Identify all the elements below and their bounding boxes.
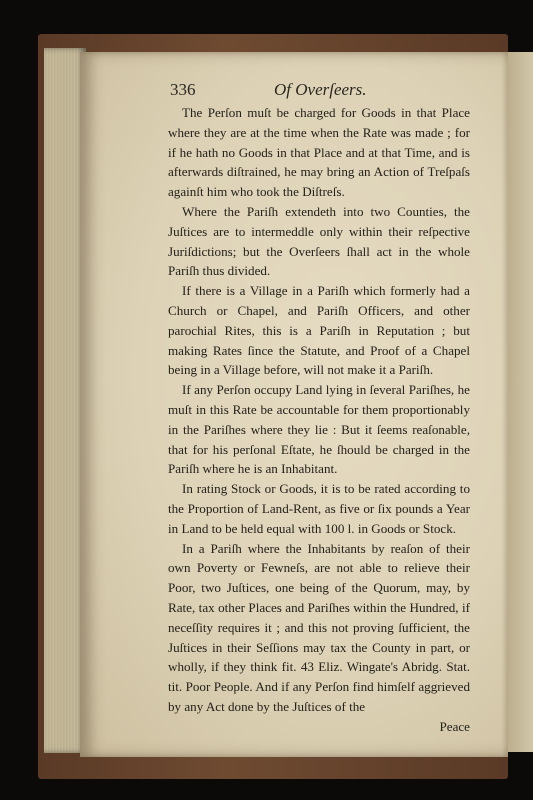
body-text [168, 103, 470, 737]
page-number: 336 [170, 80, 196, 99]
paragraph-4: If any Perſon occupy Land lying in ſeveral Pariſhes, he muſt in this Rate be accountable for them proportionably in the Pariſhes where they lie : But it ſeems reaſonable, that for his perſonal Eſtate, he ſhould be charged in the Pariſh where he is an Inhabitant. [168, 382, 470, 477]
paragraph-1: The Perſon muſt be charged for Goods in that Place where they are at the time when the Rate was made ; for if he hath no Goods in that Place and at that Time, and is afterwards diſtrained, he may bring an Action of Treſpaſs againſt him who took the Diſtreſs. [168, 105, 470, 200]
paragraph-3: If there is a Village in a Pariſh which formerly had a Church or Chapel, and Pariſh Officers, and other parochial Rites, this is a Pariſh in Reputation ; but making Rates ſince the Statute, and Proof of a Chapel being in a Village before, will not make it a Pariſh. [168, 283, 470, 378]
page-title: Of Overſeers. [274, 80, 367, 99]
paragraph-5: In rating Stock or Goods, it is to be rated according to the Proportion of Land-Rent, as five or ſix pounds a Year in Land to be held equal with 100 l. in Goods or Stock. [168, 481, 470, 536]
catchword: Peace [439, 718, 470, 734]
facing-page-edge [505, 52, 533, 752]
paragraph-2: Where the Pariſh extendeth into two Counties, the Juſtices are to intermeddle only within their reſpective Juriſdictions; but the Overſeers ſhall act in the whole Pariſh thus divided. [168, 203, 470, 279]
paragraph-6: In a Pariſh where the Inhabitants by reaſon of their own Poverty or Fewneſs, are not able to relieve their Poor, two Juſtices, one being of the Quorum, may, by Rate, tax other Places and Pariſhes within the Hundred, if neceſſity requires it ; and this not proving ſufficient, the Juſtices in their Seſſions may tax the County in part, or wholly, if they think fit. 43 Eliz. Wingate's Abridg. Stat. tit. Poor People. And if any Perſon find himſelf aggrieved by any Act done by the Juſtices of the [168, 540, 470, 714]
